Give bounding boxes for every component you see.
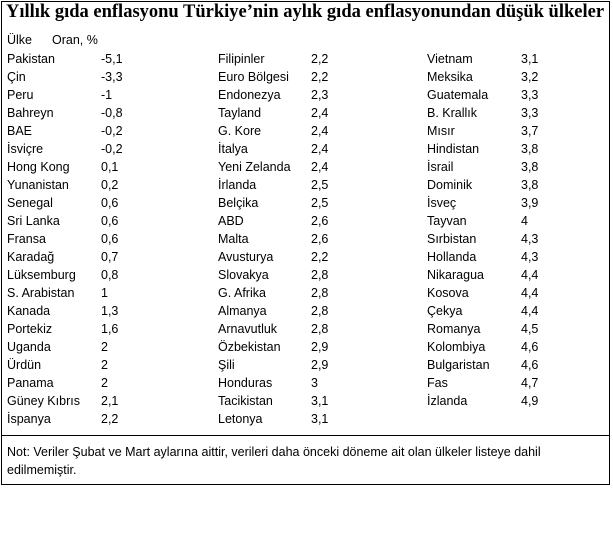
rate-value: 2,8 [311, 304, 329, 318]
footnote: Not: Veriler Şubat ve Mart aylarına aittir, verileri daha önceki döneme ait olan ülkeler listeye dahil edilmemiştir. [7, 445, 541, 477]
country-name: Sri Lanka [7, 214, 60, 228]
rate-value: 0,7 [101, 250, 119, 264]
rate-value: 2 [101, 358, 108, 372]
country-name: Letonya [218, 412, 263, 426]
country-name: Mısır [427, 124, 455, 138]
country-name: Meksika [427, 70, 473, 84]
rate-value: 3,2 [521, 70, 539, 84]
country-name: Almanya [218, 304, 267, 318]
rate-value: 0,1 [101, 160, 119, 174]
rate-value: 2,4 [311, 142, 329, 156]
rate-value: 3,8 [521, 160, 539, 174]
rate-value: 2,8 [311, 268, 329, 282]
country-name: Kolombiya [427, 340, 486, 354]
country-name: Bulgaristan [427, 358, 490, 372]
country-name: Çekya [427, 304, 463, 318]
country-name: B. Krallık [427, 106, 478, 120]
rate-value: 3,1 [311, 394, 329, 408]
country-name: S. Arabistan [7, 286, 75, 300]
country-name: Yunanistan [7, 178, 69, 192]
rate-value: 2,2 [311, 52, 329, 66]
rate-value: 2,8 [311, 286, 329, 300]
rate-value: 4,3 [521, 250, 539, 264]
rate-value: 2 [101, 376, 108, 390]
rate-value: 2,4 [311, 160, 329, 174]
page-title: Yıllık gıda enflasyonu Türkiye’nin aylık gıda enflasyonundan düşük ülkeler [6, 2, 605, 22]
rate-value: 2,6 [311, 232, 329, 246]
rate-value: 2,6 [311, 214, 329, 228]
country-name: Pakistan [7, 52, 55, 66]
country-name: Nikaragua [427, 268, 484, 282]
rate-value: -0,2 [101, 142, 123, 156]
rate-value: 4,7 [521, 376, 539, 390]
country-name: İsrail [427, 160, 454, 174]
country-name: Fas [427, 376, 448, 390]
rate-value: -5,1 [101, 52, 123, 66]
rate-value: 2,2 [101, 412, 119, 426]
country-name: G. Kore [218, 124, 262, 138]
rate-value: 2,2 [311, 70, 329, 84]
rate-value: 0,6 [101, 232, 119, 246]
rate-value: -0,8 [101, 106, 123, 120]
country-name: İzlanda [427, 394, 468, 408]
table-frame [1, 1, 610, 485]
country-name: Ürdün [7, 358, 42, 372]
rate-value: 4,5 [521, 322, 539, 336]
country-name: Çin [7, 70, 26, 84]
rate-value: 2,2 [311, 250, 329, 264]
country-name: ABD [218, 214, 244, 228]
rate-value: 3,8 [521, 142, 539, 156]
rate-value: 4,6 [521, 340, 539, 354]
rate-value: 3,9 [521, 196, 539, 210]
country-name: Panama [7, 376, 54, 390]
country-name: Uganda [7, 340, 51, 354]
rate-value: 1,3 [101, 304, 119, 318]
country-name: Malta [218, 232, 249, 246]
rate-value: 1,6 [101, 322, 119, 336]
rate-value: 4,4 [521, 268, 539, 282]
country-name: Fransa [7, 232, 46, 246]
country-name: Şili [218, 358, 235, 372]
rate-value: 3,1 [521, 52, 539, 66]
country-name: Bahreyn [7, 106, 54, 120]
country-name: Kanada [7, 304, 51, 318]
country-name: İtalya [218, 142, 248, 156]
rate-value: -0,2 [101, 124, 123, 138]
country-name: Kosova [427, 286, 469, 300]
rate-value: 0,2 [101, 178, 119, 192]
rate-value: 2,5 [311, 178, 329, 192]
country-name: Tacikistan [218, 394, 273, 408]
country-name: Romanya [427, 322, 481, 336]
rate-column-header: Oran, % [52, 33, 98, 47]
rate-value: 4,9 [521, 394, 539, 408]
rate-value: 3,7 [521, 124, 539, 138]
rate-value: 1 [101, 286, 108, 300]
country-name: İsveç [427, 196, 457, 210]
country-name: İspanya [7, 412, 51, 426]
rate-value: 3,3 [521, 106, 539, 120]
country-name: İrlanda [218, 178, 257, 192]
country-name: Belçika [218, 196, 259, 210]
country-name: Sırbistan [427, 232, 477, 246]
country-name: Avusturya [218, 250, 274, 264]
rate-value: 4,3 [521, 232, 539, 246]
country-name: Senegal [7, 196, 53, 210]
rate-value: -1 [101, 88, 113, 102]
country-name: Karadağ [7, 250, 55, 264]
rate-value: 2 [101, 340, 108, 354]
note-divider [1, 435, 610, 436]
country-column-header: Ülke [7, 33, 33, 47]
country-name: İsviçre [7, 142, 44, 156]
rate-value: 2,8 [311, 322, 329, 336]
country-name: Euro Bölgesi [218, 70, 289, 84]
rate-value: 2,5 [311, 196, 329, 210]
country-name: Tayvan [427, 214, 467, 228]
country-name: Filipinler [218, 52, 265, 66]
country-name: Yeni Zelanda [218, 160, 291, 174]
rate-value: 3,8 [521, 178, 539, 192]
rate-value: 2,4 [311, 106, 329, 120]
rate-value: 2,9 [311, 340, 329, 354]
country-name: Arnavutluk [218, 322, 278, 336]
country-name: Vietnam [427, 52, 473, 66]
rate-value: 4,6 [521, 358, 539, 372]
rate-value: 0,6 [101, 214, 119, 228]
country-name: Güney Kıbrıs [7, 394, 80, 408]
country-name: Portekiz [7, 322, 53, 336]
country-name: Tayland [218, 106, 262, 120]
country-name: Hong Kong [7, 160, 70, 174]
rate-value: 2,1 [101, 394, 119, 408]
country-name: G. Afrika [218, 286, 266, 300]
rate-value: 3 [311, 376, 318, 390]
country-name: Lüksemburg [7, 268, 76, 282]
rate-value: 3,3 [521, 88, 539, 102]
country-name: Slovakya [218, 268, 269, 282]
rate-value: 2,3 [311, 88, 329, 102]
country-name: BAE [7, 124, 33, 138]
country-name: Peru [7, 88, 34, 102]
rate-value: 4,4 [521, 286, 539, 300]
country-name: Guatemala [427, 88, 489, 102]
rate-value: 4 [521, 214, 528, 228]
country-name: Hindistan [427, 142, 480, 156]
country-name: Hollanda [427, 250, 477, 264]
rate-value: 3,1 [311, 412, 329, 426]
country-name: Endonezya [218, 88, 281, 102]
rate-value: 2,4 [311, 124, 329, 138]
rate-value: 0,8 [101, 268, 119, 282]
rate-value: 4,4 [521, 304, 539, 318]
country-name: Özbekistan [218, 340, 281, 354]
rate-value: 2,9 [311, 358, 329, 372]
country-name: Dominik [427, 178, 473, 192]
country-name: Honduras [218, 376, 273, 390]
rate-value: 0,6 [101, 196, 119, 210]
rate-value: -3,3 [101, 70, 123, 84]
